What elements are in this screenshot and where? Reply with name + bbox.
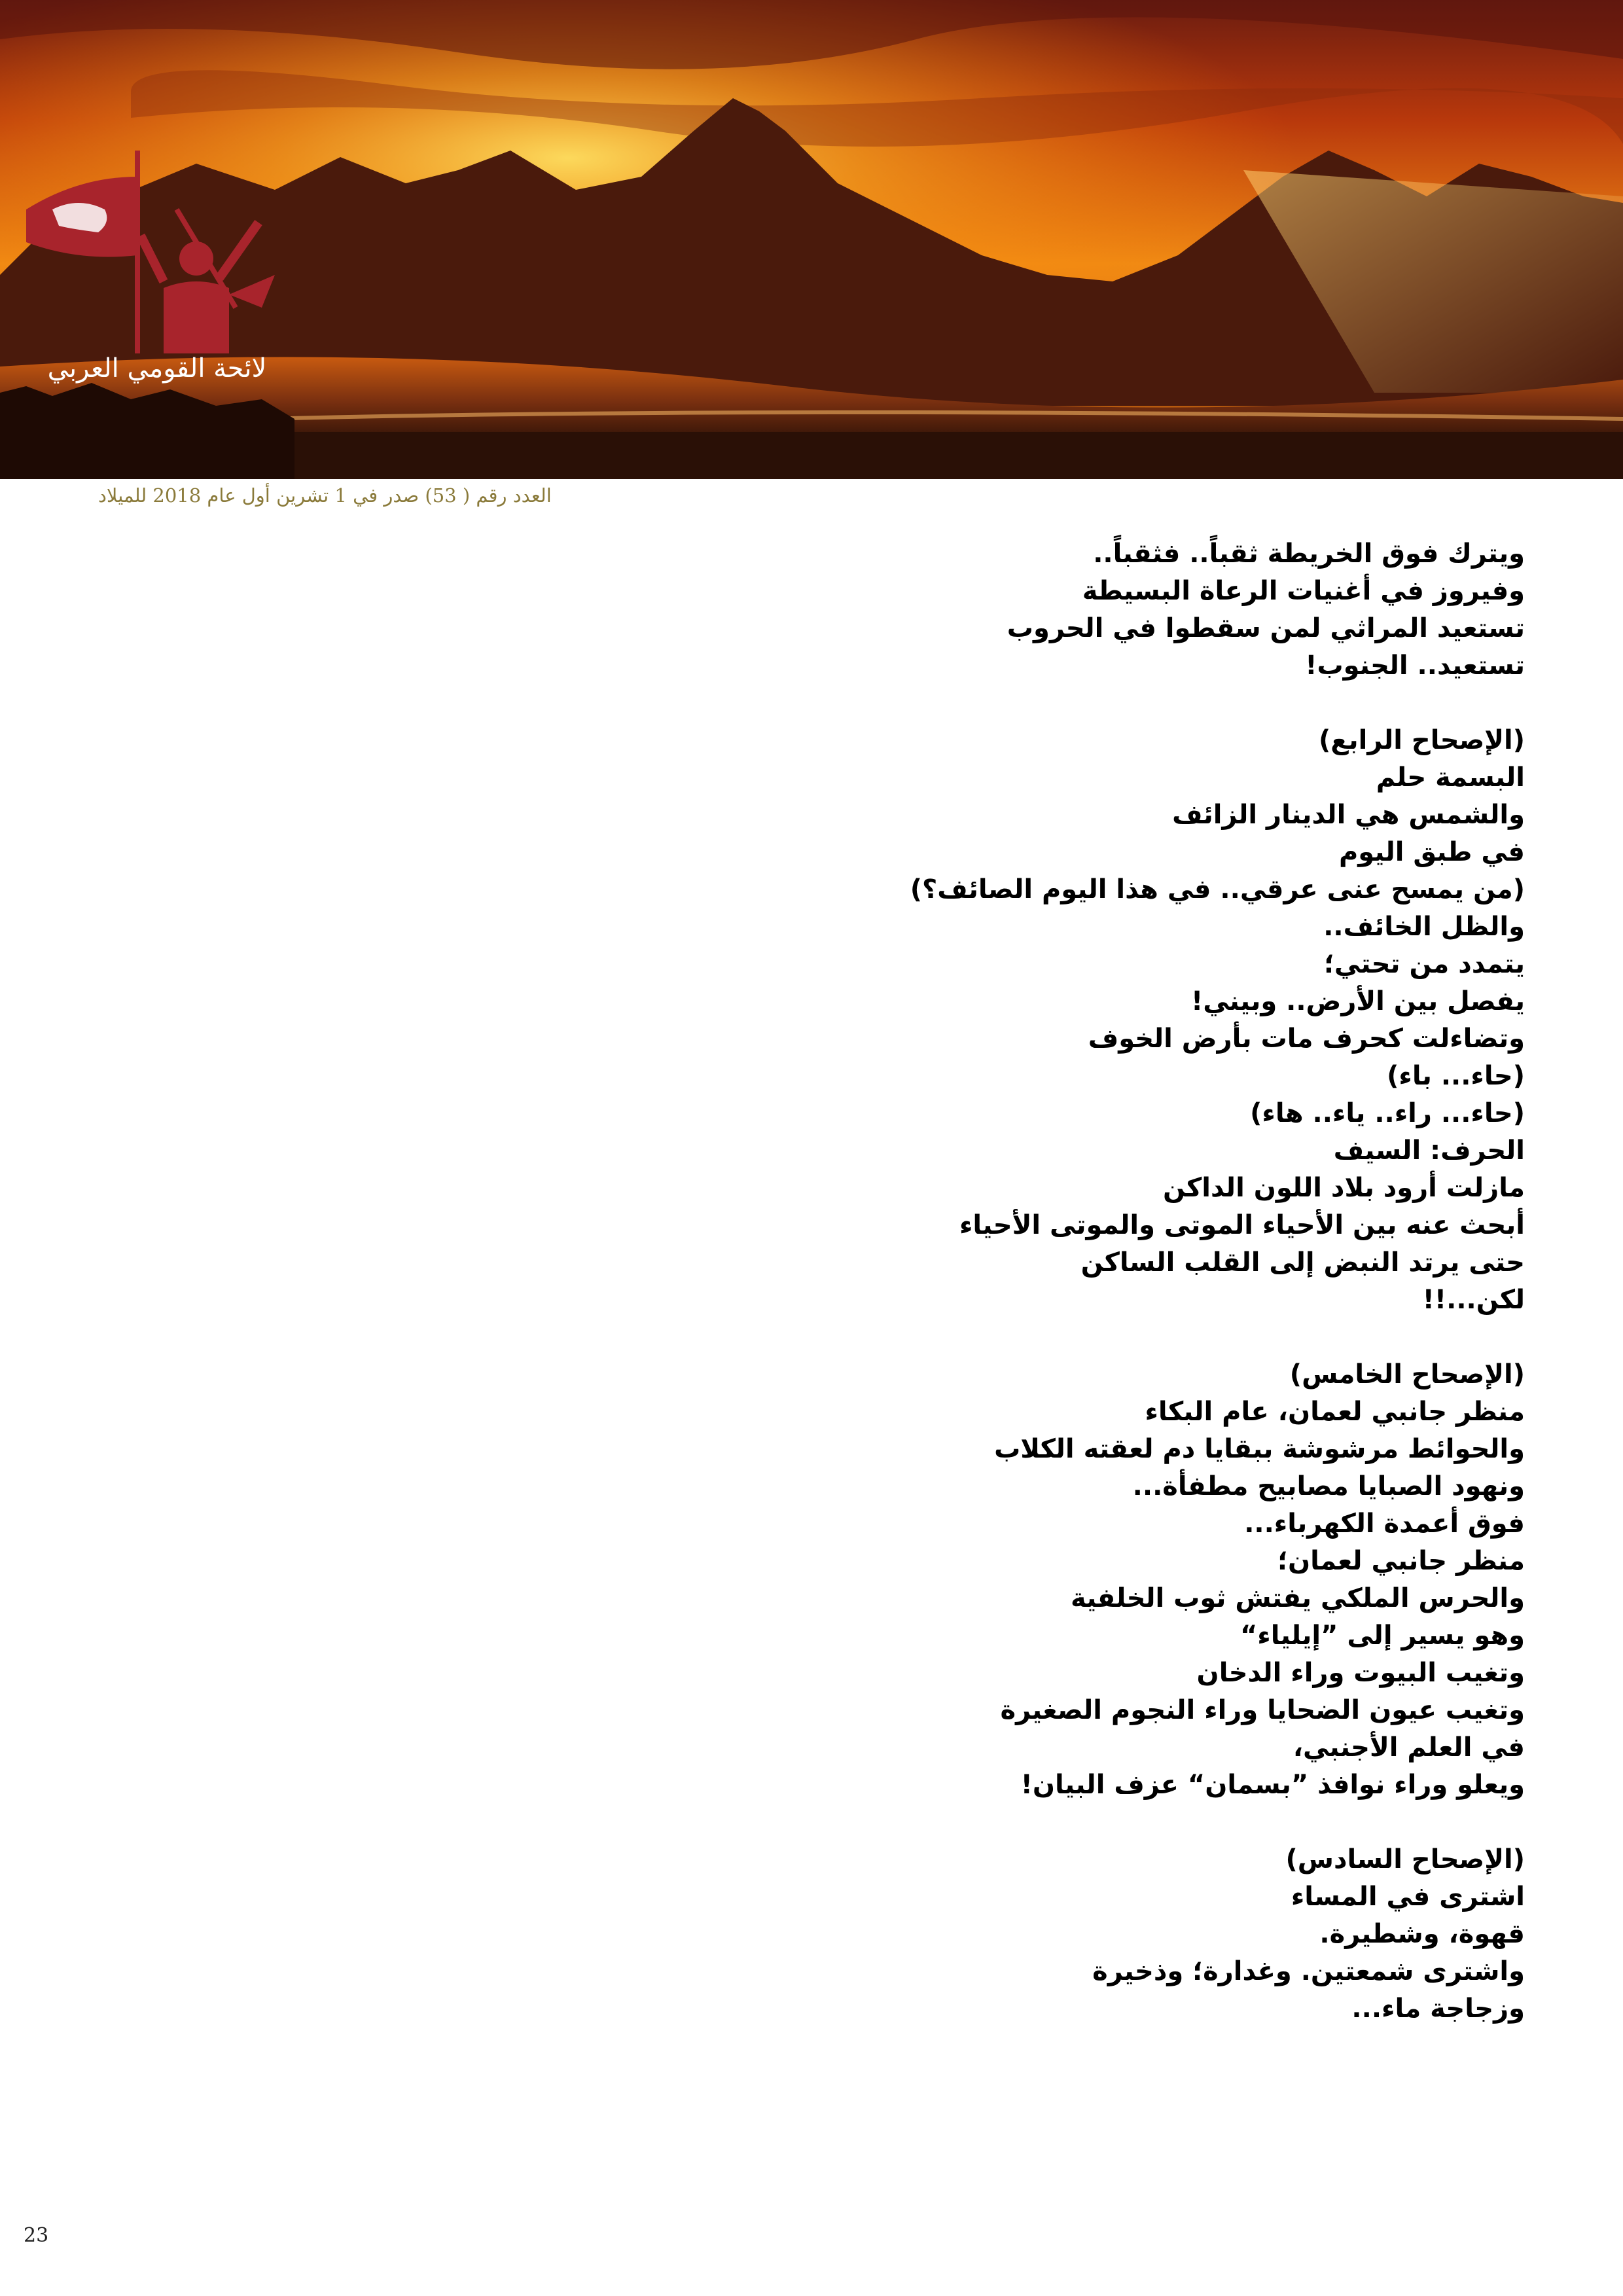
page-number: 23 (24, 2224, 49, 2247)
poem-line: والشمس هي الدينار الزائف (1172, 800, 1525, 830)
stanza (674, 1356, 1525, 1804)
poem-line: وتضاءلت كحرف مات بأرض الخوف (1088, 1024, 1525, 1054)
poem-line: الحرف: السيف (1333, 1136, 1525, 1166)
stanza (674, 722, 1525, 1319)
poem-line: (حاء... راء.. ياء.. هاء) (1250, 1098, 1525, 1128)
poem-line: يتمدد من تحتي؛ (1323, 949, 1525, 979)
poem-line: أبحث عنه بين الأحياء الموتى والموتى الأحياء (959, 1210, 1525, 1240)
poem-line: تستعيد المراثي لمن سقطوا في الحروب (1007, 613, 1525, 643)
poem-line: والحرس الملكي يفتش ثوب الخلفية (1070, 1583, 1525, 1613)
poem-line: في طبق اليوم (1338, 837, 1525, 867)
poem-line: ويعلو وراء نوافذ ”بسمان“ عزف البيان! (1020, 1770, 1525, 1800)
poem-line: (الإصحاح الخامس) (1289, 1359, 1525, 1390)
poem-line: (الإصحاح السادس) (1285, 1844, 1525, 1874)
poem-line: وهو يسير إلى ”إيلياء“ (1240, 1621, 1525, 1651)
poem-line: منظر جانبي لعمان؛ (1277, 1546, 1525, 1576)
poem-line: حتى يرتد النبض إلى القلب الساكن (1080, 1247, 1525, 1278)
poem-line: منظر جانبي لعمان، عام البكاء (1145, 1397, 1525, 1427)
poem-line: والظل الخائف.. (1323, 912, 1525, 942)
poem-line: لكن...!! (1422, 1285, 1525, 1315)
poem-line: يفصل بين الأرض.. وبيني! (1190, 986, 1525, 1016)
poem-line: ويترك فوق الخريطة ثقباً.. فثقباً.. (1093, 539, 1525, 569)
poem-line: البسمة حلم (1376, 762, 1525, 793)
poem-line: والحوائط مرشوشة ببقايا دم لعقته الكلاب (994, 1434, 1525, 1464)
poem-line: واشترى شمعتين. وغدارة؛ وذخيرة (1092, 1956, 1525, 1986)
poem-line: مازلت أرود بلاد اللون الداكن (1162, 1173, 1525, 1203)
poem-line: (الإصحاح الرابع) (1319, 725, 1525, 755)
poem-line: في العلم الأجنبي، (1293, 1732, 1525, 1763)
poem-line: وتغيب عيون الضحايا وراء النجوم الصغيرة (1000, 1695, 1525, 1725)
poem-line: وفيروز في أغنيات الرعاة البسيطة (1082, 576, 1525, 606)
issue-line: العدد رقم ( 53) صدر في 1 تشرين أول عام 2018 للميلاد (98, 484, 552, 507)
poem-line: ونهود الصبايا مصابيح مطفأة... (1132, 1471, 1525, 1501)
poem-line: وزجاجة ماء... (1351, 1994, 1525, 2024)
poem-line: فوق أعمدة الكهرباء... (1244, 1509, 1525, 1539)
poem-body (674, 535, 1525, 2065)
poem-line: وتغيب البيوت وراء الدخان (1196, 1658, 1525, 1688)
sunset-mountain-image (0, 0, 1623, 479)
header-banner (0, 0, 1623, 479)
poem-line: تستعيد.. الجنوب! (1305, 651, 1525, 681)
poem-line: (من يمسح عنى عرقي.. في هذا اليوم الصائف؟) (910, 874, 1525, 905)
poem-line: قهوة، وشطيرة. (1319, 1919, 1525, 1949)
poem-line: (حاء... باء) (1387, 1061, 1525, 1091)
stanza (674, 1841, 1525, 2028)
poem-line: اشترى في المساء (1291, 1882, 1525, 1912)
stanza (674, 535, 1525, 685)
logo-text: لائحة القومي العربي (47, 353, 267, 384)
